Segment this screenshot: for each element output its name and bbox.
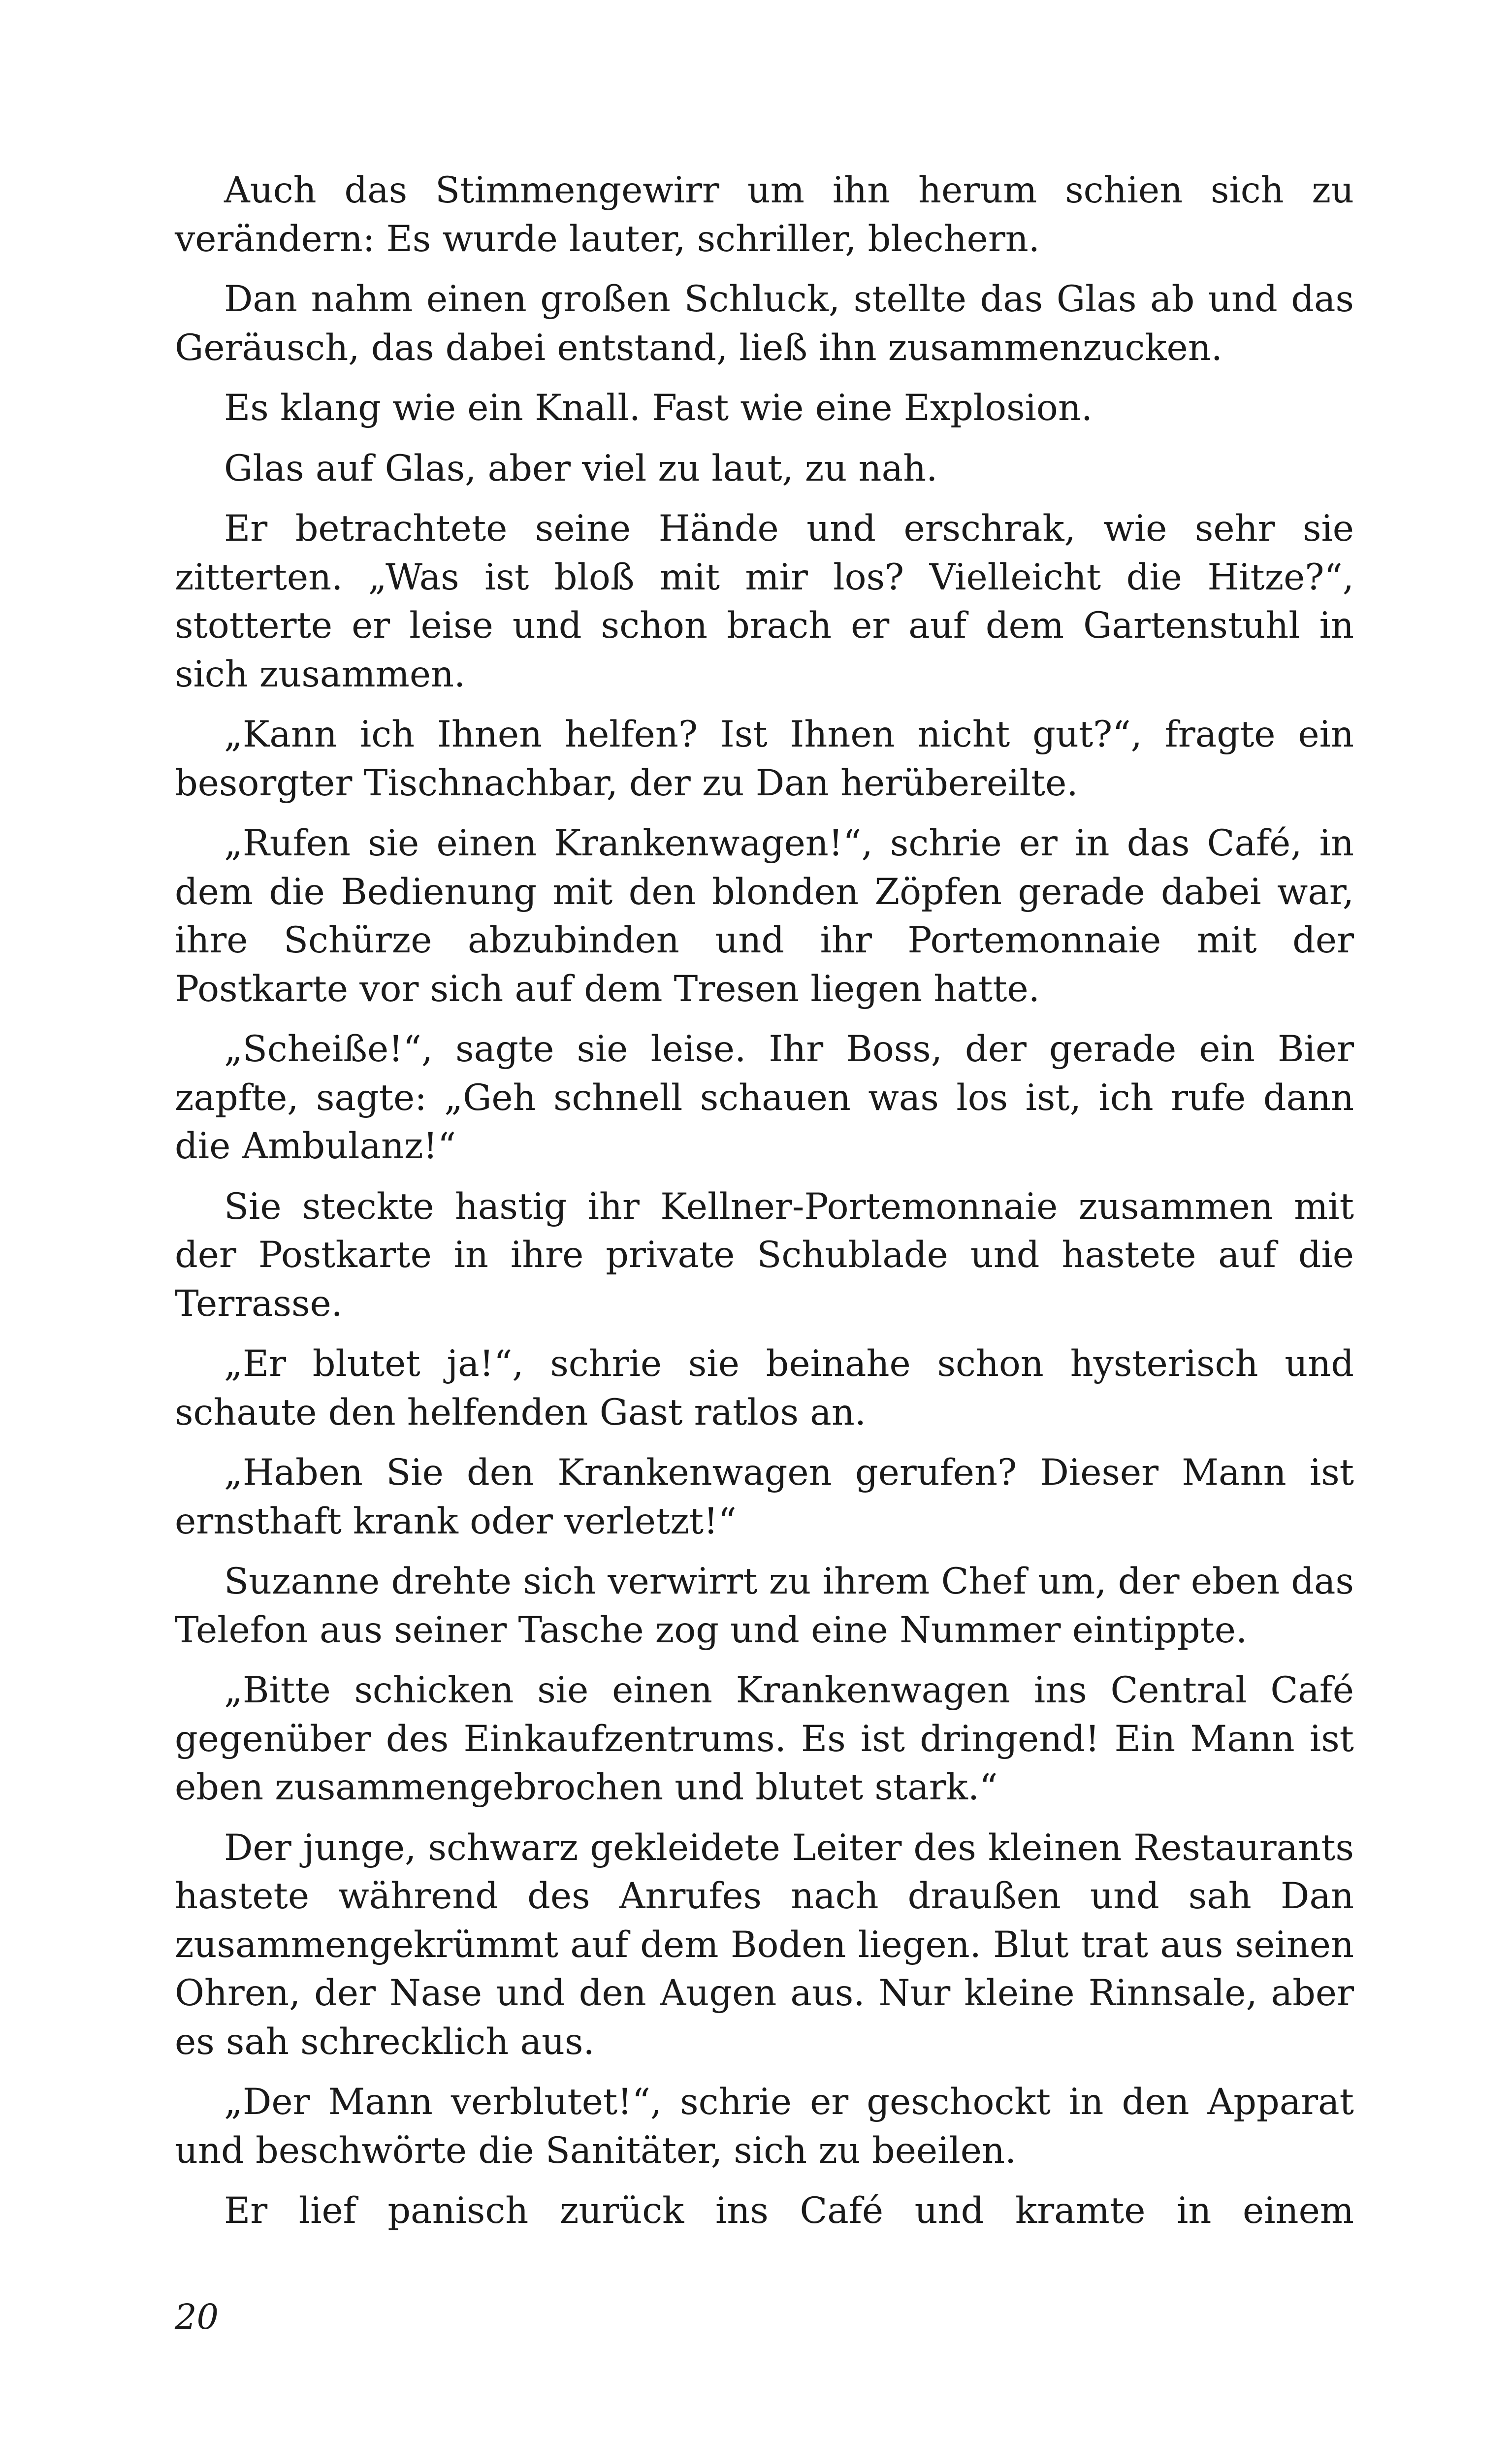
paragraph-9: Sie steckte hastig ihr Kellner-Portemonnaie zusammen mit der Postkarte in ihre private Schublade und hastete auf die Terrasse. xyxy=(175,1185,1354,1325)
paragraph-12: Suzanne drehte sich verwirrt zu ihrem Chef um, der eben das Telefon aus seiner Tasche zog und eine Nummer eintippte. xyxy=(175,1561,1354,1651)
body-text xyxy=(175,166,1354,2248)
paragraph-1: Auch das Stimmengewirr um ihn herum schien sich zu verändern: Es wurde lauter, schriller, blechern. xyxy=(175,169,1354,260)
paragraph-7: „Rufen sie einen Krankenwagen!“, schrie er in das Café, in dem die Bedienung mit den blonden Zöpfen gerade dabei war, ihre Schürze abzubinden und ihr Portemonnaie mit der Postkarte vor sich auf dem Tresen liegen hatte. xyxy=(175,822,1354,1010)
paragraph-3: Es klang wie ein Knall. Fast wie eine Explosion. xyxy=(224,387,1093,429)
page-number: 20 xyxy=(175,2297,219,2337)
paragraph-2: Dan nahm einen großen Schluck, stellte das Glas ab und das Geräusch, das dabei entstand, ließ ihn zusammenzucken. xyxy=(175,278,1354,369)
paragraph-5: Er betrachtete seine Hände und erschrak, wie sehr sie zitterten. „Was ist bloß mit mir los? Vielleicht die Hitze?“, stotterte er leise und schon brach er auf dem Gartenstuhl in sich zusammen. xyxy=(175,508,1354,695)
paragraph-13: „Bitte schicken sie einen Krankenwagen ins Central Café gegenüber des Einkaufzentrums. Es ist dringend! Ein Mann ist eben zusammengebrochen und blutet stark.“ xyxy=(175,1669,1354,1808)
paragraph-6: „Kann ich Ihnen helfen? Ist Ihnen nicht gut?“, fragte ein besorgter Tischnachbar, der zu Dan herübereilte. xyxy=(175,714,1354,804)
paragraph-16: Er lief panisch zurück ins Café und kramte in einem xyxy=(224,2190,1354,2232)
paragraph-4: Glas auf Glas, aber viel zu laut, zu nah. xyxy=(224,447,938,489)
paragraph-11: „Haben Sie den Krankenwagen gerufen? Dieser Mann ist ernsthaft krank oder verletzt!“ xyxy=(175,1452,1354,1542)
paragraph-8: „Scheiße!“, sagte sie leise. Ihr Boss, der gerade ein Bier zapfte, sagte: „Geh schnell schauen was los ist, ich rufe dann die Ambulanz!“ xyxy=(175,1028,1354,1167)
paragraph-15: „Der Mann verblutet!“, schrie er geschockt in den Apparat und beschwörte die Sanitäter, sich zu beeilen. xyxy=(175,2081,1354,2172)
paragraph-10: „Er blutet ja!“, schrie sie beinahe schon hysterisch und schaute den helfenden Gast ratlos an. xyxy=(175,1343,1354,1433)
paragraph-14: Der junge, schwarz gekleidete Leiter des kleinen Restaurants hastete während des Anrufes nach draußen und sah Dan zusammengekrümmt auf dem Boden liegen. Blut trat aus seinen Ohren, der Nase und den Augen aus. Nur kleine Rinnsale, aber es sah schrecklich aus. xyxy=(175,1826,1354,2063)
